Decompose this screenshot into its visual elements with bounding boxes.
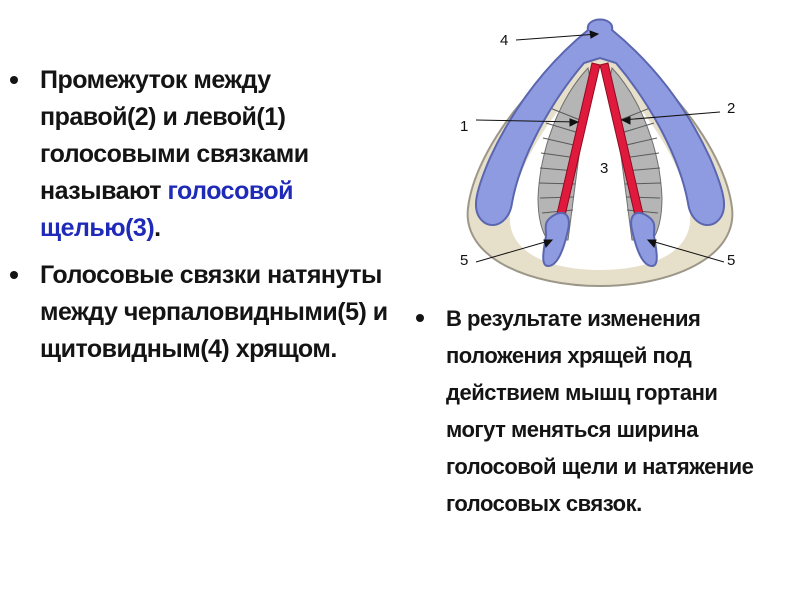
bullet-vocal-cords [10,257,390,368]
left-text-block [10,62,390,378]
label-2-right-fold: 2 [727,100,736,117]
label-5-right-arytenoid: 5 [727,252,736,269]
larynx-diagram [440,8,760,288]
larynx-diagram-svg [440,8,760,288]
bullet-glottis-definition [10,62,390,247]
bullet-dot [10,271,18,279]
vocal-cords-text: Голосовые связки натянуты между черпаловидными(5) и щитовидным(4) хрящом. [40,261,388,363]
glottis-text-before: Промежуток между правой(2) и левой(1) голосовыми связками называют [40,66,309,205]
label-4-thyroid: 4 [500,32,509,49]
label-3-glottis: 3 [600,160,609,177]
glottis-change-text: В результате изменения положения хрящей под действием мышц гортани могут меняться ширина голосовой щели и натяжение голосовых связок. [446,306,754,516]
right-text-block [410,300,780,532]
bullet-dot [416,314,424,322]
bullet-glottis-change [410,300,780,522]
bullet-dot [10,76,18,84]
glottis-text-after: . [154,214,161,242]
glottis-term: голосовой щелью(3) [40,177,294,242]
label-1-left-fold: 1 [460,118,469,135]
label-5-left-arytenoid: 5 [460,252,469,269]
